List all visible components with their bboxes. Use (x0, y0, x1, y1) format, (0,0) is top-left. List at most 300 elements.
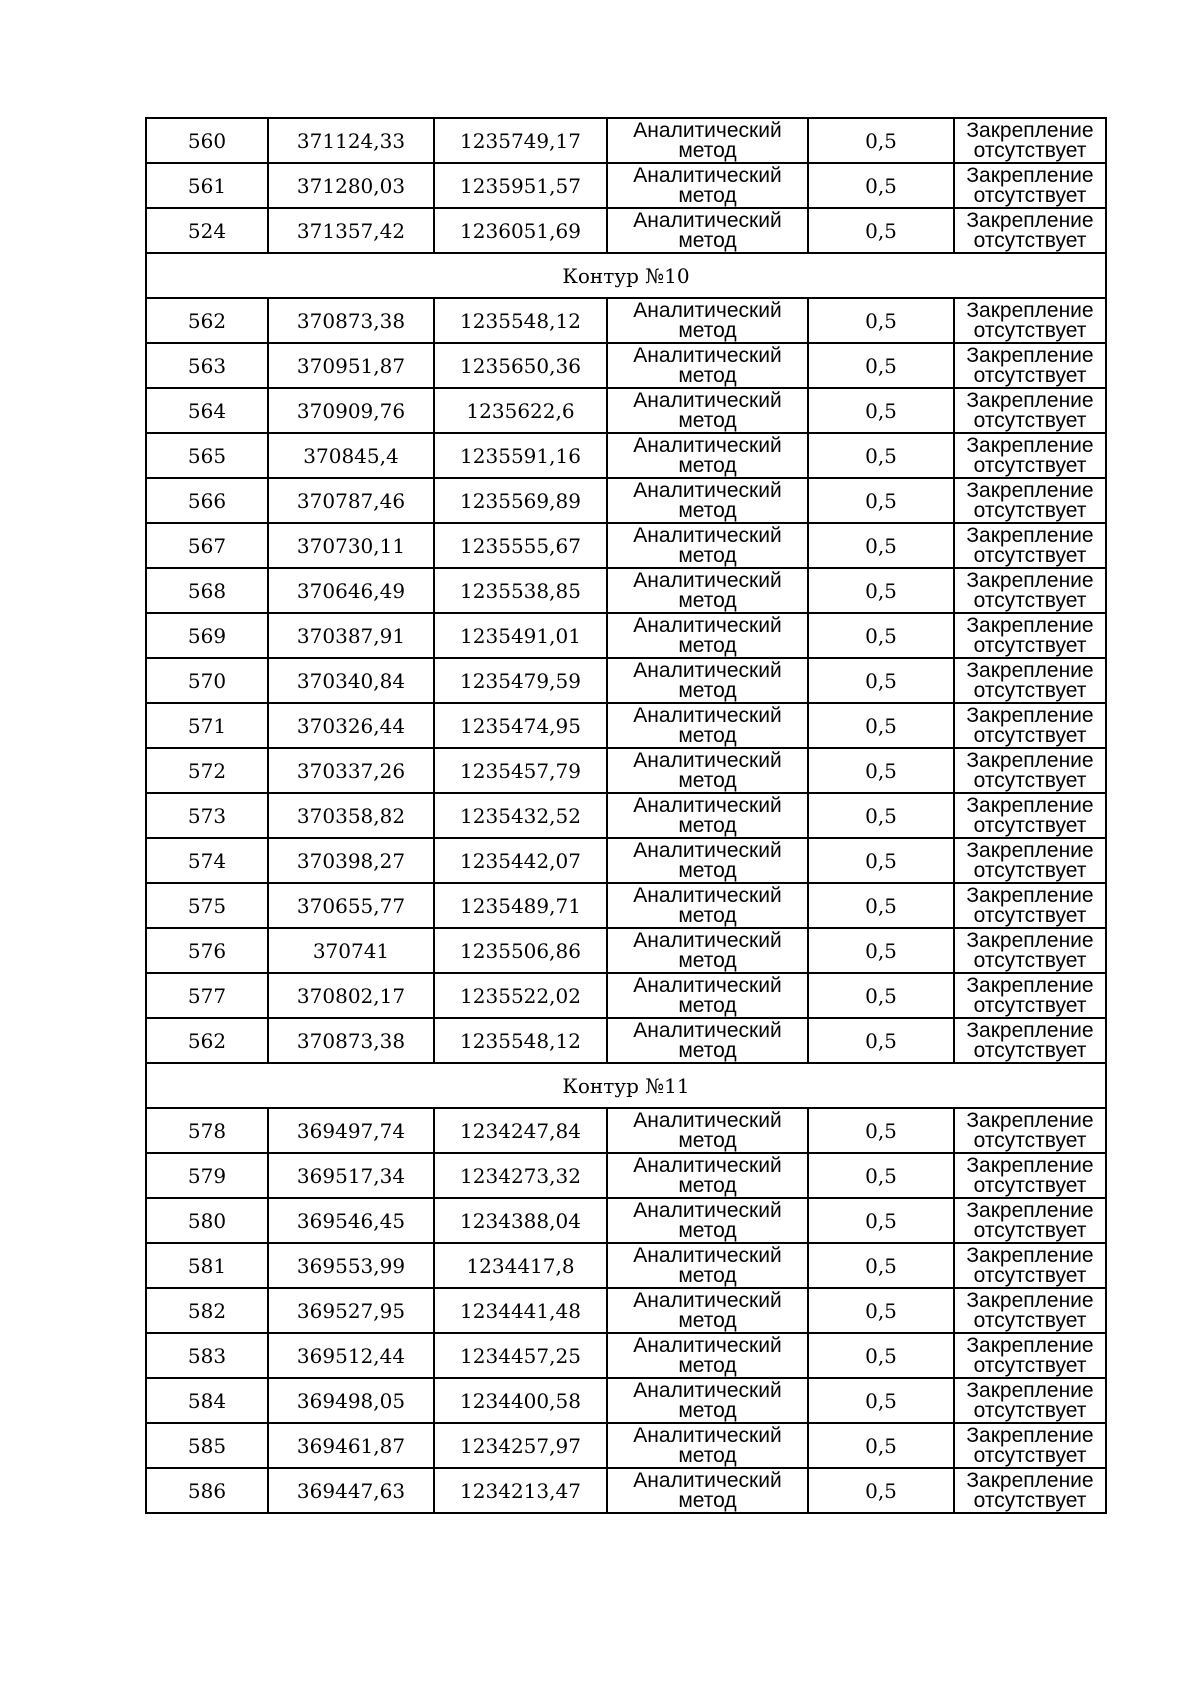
table-row (146, 118, 1106, 163)
method-line-1: Аналитический (633, 298, 782, 322)
method-cell (607, 1243, 808, 1288)
fixation-line-1: Закрепление (966, 1153, 1094, 1177)
point-number-cell: 565 (146, 433, 268, 478)
y-coordinate-cell: 1235506,86 (434, 928, 607, 973)
precision-cell: 0,5 (808, 1423, 954, 1468)
point-number-cell: 574 (146, 838, 268, 883)
fixation-line-2: отсутствует (973, 543, 1087, 567)
x-coordinate-cell: 370646,49 (268, 568, 434, 613)
method-line-1: Аналитический (633, 208, 782, 232)
table-row (146, 703, 1106, 748)
precision-cell: 0,5 (808, 208, 954, 253)
x-coordinate-cell: 370845,4 (268, 433, 434, 478)
y-coordinate-cell: 1234441,48 (434, 1288, 607, 1333)
method-line-2: метод (678, 1038, 737, 1062)
method-line-1: Аналитический (633, 1198, 782, 1222)
fixation-line-1: Закрепление (966, 1198, 1094, 1222)
precision-cell: 0,5 (808, 613, 954, 658)
method-line-2: метод (678, 363, 737, 387)
method-line-1: Аналитический (633, 838, 782, 862)
fixation-cell (954, 523, 1106, 568)
precision-cell: 0,5 (808, 478, 954, 523)
fixation-line-2: отсутствует (973, 1218, 1087, 1242)
method-cell (607, 388, 808, 433)
fixation-line-1: Закрепление (966, 748, 1094, 772)
point-number-cell: 582 (146, 1288, 268, 1333)
precision-cell: 0,5 (808, 658, 954, 703)
table-row (146, 613, 1106, 658)
fixation-line-2: отсутствует (973, 1443, 1087, 1467)
method-cell (607, 1423, 808, 1468)
precision-cell: 0,5 (808, 298, 954, 343)
fixation-line-1: Закрепление (966, 1423, 1094, 1447)
point-number-cell: 562 (146, 1018, 268, 1063)
table-row (146, 1333, 1106, 1378)
fixation-cell (954, 658, 1106, 703)
method-line-2: метод (678, 768, 737, 792)
fixation-cell (954, 838, 1106, 883)
fixation-cell (954, 1423, 1106, 1468)
table-row (146, 298, 1106, 343)
fixation-line-1: Закрепление (966, 208, 1094, 232)
fixation-line-2: отсутствует (973, 1038, 1087, 1062)
precision-cell: 0,5 (808, 838, 954, 883)
method-line-1: Аналитический (633, 883, 782, 907)
y-coordinate-cell: 1235591,16 (434, 433, 607, 478)
fixation-cell (954, 163, 1106, 208)
fixation-cell (954, 343, 1106, 388)
point-number-cell: 566 (146, 478, 268, 523)
method-cell (607, 928, 808, 973)
fixation-line-2: отсутствует (973, 633, 1087, 657)
x-coordinate-cell: 370358,82 (268, 793, 434, 838)
table-row (146, 1423, 1106, 1468)
y-coordinate-cell: 1235432,52 (434, 793, 607, 838)
contour-title: Контур №11 (146, 1063, 1106, 1108)
method-line-2: метод (678, 543, 737, 567)
y-coordinate-cell: 1235457,79 (434, 748, 607, 793)
y-coordinate-cell: 1234457,25 (434, 1333, 607, 1378)
fixation-line-1: Закрепление (966, 613, 1094, 637)
table-row (146, 1468, 1106, 1513)
table-row (146, 163, 1106, 208)
method-line-1: Аналитический (633, 388, 782, 412)
fixation-line-2: отсутствует (973, 813, 1087, 837)
x-coordinate-cell: 369447,63 (268, 1468, 434, 1513)
method-line-1: Аналитический (633, 973, 782, 997)
fixation-cell (954, 703, 1106, 748)
y-coordinate-cell: 1235749,17 (434, 118, 607, 163)
point-number-cell: 561 (146, 163, 268, 208)
method-cell (607, 298, 808, 343)
y-coordinate-cell: 1235650,36 (434, 343, 607, 388)
fixation-line-2: отсутствует (973, 1488, 1087, 1512)
method-line-2: метод (678, 1308, 737, 1332)
x-coordinate-cell: 370337,26 (268, 748, 434, 793)
fixation-line-2: отсутствует (973, 1263, 1087, 1287)
precision-cell: 0,5 (808, 928, 954, 973)
method-line-1: Аналитический (633, 1468, 782, 1492)
method-line-1: Аналитический (633, 523, 782, 547)
x-coordinate-cell: 370741 (268, 928, 434, 973)
x-coordinate-cell: 370340,84 (268, 658, 434, 703)
fixation-line-1: Закрепление (966, 478, 1094, 502)
fixation-cell (954, 1288, 1106, 1333)
method-line-2: метод (678, 453, 737, 477)
x-coordinate-cell: 369498,05 (268, 1378, 434, 1423)
method-line-2: метод (678, 723, 737, 747)
method-line-1: Аналитический (633, 1243, 782, 1267)
precision-cell: 0,5 (808, 523, 954, 568)
y-coordinate-cell: 1235569,89 (434, 478, 607, 523)
method-line-2: метод (678, 138, 737, 162)
y-coordinate-cell: 1234257,97 (434, 1423, 607, 1468)
fixation-line-2: отсутствует (973, 183, 1087, 207)
method-line-1: Аналитический (633, 793, 782, 817)
point-number-cell: 581 (146, 1243, 268, 1288)
x-coordinate-cell: 370398,27 (268, 838, 434, 883)
fixation-cell (954, 1108, 1106, 1153)
method-line-2: метод (678, 813, 737, 837)
table-row (146, 208, 1106, 253)
fixation-cell (954, 478, 1106, 523)
fixation-cell (954, 883, 1106, 928)
method-line-2: метод (678, 1173, 737, 1197)
fixation-line-2: отсутствует (973, 723, 1087, 747)
fixation-cell (954, 928, 1106, 973)
method-line-2: метод (678, 498, 737, 522)
method-line-2: метод (678, 318, 737, 342)
fixation-cell (954, 298, 1106, 343)
method-line-2: метод (678, 993, 737, 1017)
fixation-cell (954, 613, 1106, 658)
fixation-line-1: Закрепление (966, 388, 1094, 412)
method-cell (607, 523, 808, 568)
fixation-line-1: Закрепление (966, 658, 1094, 682)
method-line-1: Аналитический (633, 1288, 782, 1312)
method-line-1: Аналитический (633, 343, 782, 367)
fixation-line-2: отсутствует (973, 453, 1087, 477)
y-coordinate-cell: 1235474,95 (434, 703, 607, 748)
precision-cell: 0,5 (808, 433, 954, 478)
fixation-line-1: Закрепление (966, 793, 1094, 817)
precision-cell: 0,5 (808, 973, 954, 1018)
y-coordinate-cell: 1234400,58 (434, 1378, 607, 1423)
method-cell (607, 1468, 808, 1513)
fixation-cell (954, 1018, 1106, 1063)
fixation-line-2: отсутствует (973, 948, 1087, 972)
fixation-cell (954, 388, 1106, 433)
fixation-cell (954, 973, 1106, 1018)
precision-cell: 0,5 (808, 343, 954, 388)
precision-cell: 0,5 (808, 1288, 954, 1333)
table-row (146, 1018, 1106, 1063)
x-coordinate-cell: 370873,38 (268, 1018, 434, 1063)
method-cell (607, 1333, 808, 1378)
fixation-line-2: отсутствует (973, 1353, 1087, 1377)
precision-cell: 0,5 (808, 883, 954, 928)
method-line-1: Аналитический (633, 163, 782, 187)
fixation-cell (954, 1153, 1106, 1198)
method-cell (607, 793, 808, 838)
method-cell (607, 478, 808, 523)
precision-cell: 0,5 (808, 163, 954, 208)
precision-cell: 0,5 (808, 1243, 954, 1288)
method-cell (607, 1378, 808, 1423)
method-cell (607, 613, 808, 658)
fixation-cell (954, 1333, 1106, 1378)
x-coordinate-cell: 369461,87 (268, 1423, 434, 1468)
table-row (146, 973, 1106, 1018)
y-coordinate-cell: 1234388,04 (434, 1198, 607, 1243)
precision-cell: 0,5 (808, 793, 954, 838)
fixation-cell (954, 433, 1106, 478)
point-number-cell: 569 (146, 613, 268, 658)
method-line-2: метод (678, 183, 737, 207)
point-number-cell: 579 (146, 1153, 268, 1198)
table-row (146, 1153, 1106, 1198)
method-line-2: метод (678, 228, 737, 252)
fixation-line-1: Закрепление (966, 703, 1094, 727)
method-line-2: метод (678, 588, 737, 612)
method-line-2: метод (678, 1353, 737, 1377)
method-cell (607, 1288, 808, 1333)
x-coordinate-cell: 369517,34 (268, 1153, 434, 1198)
method-cell (607, 838, 808, 883)
y-coordinate-cell: 1234247,84 (434, 1108, 607, 1153)
method-line-1: Аналитический (633, 658, 782, 682)
x-coordinate-cell: 370951,87 (268, 343, 434, 388)
method-line-2: метод (678, 1218, 737, 1242)
y-coordinate-cell: 1235548,12 (434, 1018, 607, 1063)
method-line-1: Аналитический (633, 1018, 782, 1042)
fixation-line-2: отсутствует (973, 903, 1087, 927)
x-coordinate-cell: 370873,38 (268, 298, 434, 343)
point-number-cell: 583 (146, 1333, 268, 1378)
method-cell (607, 343, 808, 388)
fixation-line-1: Закрепление (966, 1288, 1094, 1312)
method-line-2: метод (678, 948, 737, 972)
y-coordinate-cell: 1235622,6 (434, 388, 607, 433)
y-coordinate-cell: 1234273,32 (434, 1153, 607, 1198)
method-cell (607, 1153, 808, 1198)
point-number-cell: 575 (146, 883, 268, 928)
point-number-cell: 573 (146, 793, 268, 838)
method-line-1: Аналитический (633, 1108, 782, 1132)
fixation-line-1: Закрепление (966, 433, 1094, 457)
precision-cell: 0,5 (808, 118, 954, 163)
method-line-2: метод (678, 633, 737, 657)
table-row (146, 748, 1106, 793)
x-coordinate-cell: 369546,45 (268, 1198, 434, 1243)
fixation-cell (954, 1243, 1106, 1288)
x-coordinate-cell: 371124,33 (268, 118, 434, 163)
y-coordinate-cell: 1235442,07 (434, 838, 607, 883)
x-coordinate-cell: 369553,99 (268, 1243, 434, 1288)
y-coordinate-cell: 1236051,69 (434, 208, 607, 253)
table-row (146, 523, 1106, 568)
method-line-2: метод (678, 408, 737, 432)
x-coordinate-cell: 370655,77 (268, 883, 434, 928)
precision-cell: 0,5 (808, 388, 954, 433)
point-number-cell: 570 (146, 658, 268, 703)
contour-title: Контур №10 (146, 253, 1106, 298)
table-row (146, 343, 1106, 388)
method-cell (607, 1198, 808, 1243)
point-number-cell: 567 (146, 523, 268, 568)
method-cell (607, 433, 808, 478)
y-coordinate-cell: 1235522,02 (434, 973, 607, 1018)
point-number-cell: 580 (146, 1198, 268, 1243)
fixation-line-1: Закрепление (966, 118, 1094, 142)
method-cell (607, 163, 808, 208)
fixation-line-2: отсутствует (973, 498, 1087, 522)
table-row (146, 793, 1106, 838)
x-coordinate-cell: 369527,95 (268, 1288, 434, 1333)
method-line-1: Аналитический (633, 1423, 782, 1447)
point-number-cell: 576 (146, 928, 268, 973)
fixation-line-1: Закрепление (966, 298, 1094, 322)
point-number-cell: 584 (146, 1378, 268, 1423)
fixation-line-2: отсутствует (973, 1173, 1087, 1197)
fixation-cell (954, 1378, 1106, 1423)
method-line-2: метод (678, 678, 737, 702)
y-coordinate-cell: 1235951,57 (434, 163, 607, 208)
point-number-cell: 578 (146, 1108, 268, 1153)
x-coordinate-cell: 369512,44 (268, 1333, 434, 1378)
method-cell (607, 1108, 808, 1153)
fixation-line-2: отсутствует (973, 408, 1087, 432)
method-line-2: метод (678, 1443, 737, 1467)
fixation-line-1: Закрепление (966, 523, 1094, 547)
method-line-2: метод (678, 858, 737, 882)
precision-cell: 0,5 (808, 1468, 954, 1513)
point-number-cell: 585 (146, 1423, 268, 1468)
fixation-line-1: Закрепление (966, 973, 1094, 997)
x-coordinate-cell: 371357,42 (268, 208, 434, 253)
table-row (146, 658, 1106, 703)
x-coordinate-cell: 370326,44 (268, 703, 434, 748)
fixation-line-1: Закрепление (966, 343, 1094, 367)
method-line-2: метод (678, 1488, 737, 1512)
y-coordinate-cell: 1235548,12 (434, 298, 607, 343)
precision-cell: 0,5 (808, 703, 954, 748)
point-number-cell: 571 (146, 703, 268, 748)
method-line-1: Аналитический (633, 1153, 782, 1177)
fixation-cell (954, 568, 1106, 613)
point-number-cell: 563 (146, 343, 268, 388)
fixation-line-1: Закрепление (966, 1468, 1094, 1492)
fixation-line-2: отсутствует (973, 768, 1087, 792)
fixation-line-2: отсутствует (973, 1308, 1087, 1332)
fixation-line-2: отсутствует (973, 138, 1087, 162)
method-line-1: Аналитический (633, 613, 782, 637)
method-line-2: метод (678, 903, 737, 927)
contour-header-row (146, 1063, 1106, 1108)
y-coordinate-cell: 1234213,47 (434, 1468, 607, 1513)
method-line-1: Аналитический (633, 1378, 782, 1402)
fixation-cell (954, 1198, 1106, 1243)
table-row (146, 388, 1106, 433)
table-row (146, 838, 1106, 883)
point-number-cell: 577 (146, 973, 268, 1018)
point-number-cell: 562 (146, 298, 268, 343)
fixation-cell (954, 748, 1106, 793)
fixation-line-1: Закрепление (966, 1108, 1094, 1132)
table-row (146, 1108, 1106, 1153)
table-row (146, 568, 1106, 613)
table-row (146, 928, 1106, 973)
coordinates-table-body (146, 118, 1106, 1513)
fixation-line-1: Закрепление (966, 838, 1094, 862)
point-number-cell: 568 (146, 568, 268, 613)
method-line-1: Аналитический (633, 568, 782, 592)
fixation-line-2: отсутствует (973, 228, 1087, 252)
precision-cell: 0,5 (808, 1108, 954, 1153)
fixation-line-1: Закрепление (966, 568, 1094, 592)
method-cell (607, 568, 808, 613)
method-line-1: Аналитический (633, 478, 782, 502)
table-row (146, 478, 1106, 523)
fixation-line-1: Закрепление (966, 163, 1094, 187)
contour-header-row (146, 253, 1106, 298)
precision-cell: 0,5 (808, 1333, 954, 1378)
x-coordinate-cell: 371280,03 (268, 163, 434, 208)
fixation-line-1: Закрепление (966, 1018, 1094, 1042)
precision-cell: 0,5 (808, 1153, 954, 1198)
x-coordinate-cell: 370730,11 (268, 523, 434, 568)
precision-cell: 0,5 (808, 568, 954, 613)
point-number-cell: 572 (146, 748, 268, 793)
x-coordinate-cell: 370802,17 (268, 973, 434, 1018)
method-line-2: метод (678, 1128, 737, 1152)
y-coordinate-cell: 1235491,01 (434, 613, 607, 658)
fixation-line-2: отсутствует (973, 363, 1087, 387)
y-coordinate-cell: 1235479,59 (434, 658, 607, 703)
method-line-2: метод (678, 1263, 737, 1287)
fixation-line-2: отсутствует (973, 993, 1087, 1017)
method-line-1: Аналитический (633, 928, 782, 952)
fixation-line-2: отсутствует (973, 678, 1087, 702)
method-cell (607, 703, 808, 748)
fixation-cell (954, 118, 1106, 163)
table-row (146, 1198, 1106, 1243)
fixation-line-1: Закрепление (966, 1333, 1094, 1357)
x-coordinate-cell: 370387,91 (268, 613, 434, 658)
method-cell (607, 208, 808, 253)
fixation-cell (954, 1468, 1106, 1513)
table-row (146, 1378, 1106, 1423)
method-cell (607, 658, 808, 703)
method-line-1: Аналитический (633, 118, 782, 142)
method-line-1: Аналитический (633, 703, 782, 727)
precision-cell: 0,5 (808, 1198, 954, 1243)
fixation-line-2: отсутствует (973, 1398, 1087, 1422)
fixation-line-2: отсутствует (973, 588, 1087, 612)
method-line-1: Аналитический (633, 433, 782, 457)
table-row (146, 433, 1106, 478)
fixation-line-1: Закрепление (966, 1243, 1094, 1267)
y-coordinate-cell: 1235538,85 (434, 568, 607, 613)
y-coordinate-cell: 1235489,71 (434, 883, 607, 928)
fixation-line-2: отсутствует (973, 858, 1087, 882)
fixation-line-2: отсутствует (973, 1128, 1087, 1152)
table-row (146, 1243, 1106, 1288)
precision-cell: 0,5 (808, 1378, 954, 1423)
method-cell (607, 1018, 808, 1063)
method-line-1: Аналитический (633, 748, 782, 772)
y-coordinate-cell: 1234417,8 (434, 1243, 607, 1288)
